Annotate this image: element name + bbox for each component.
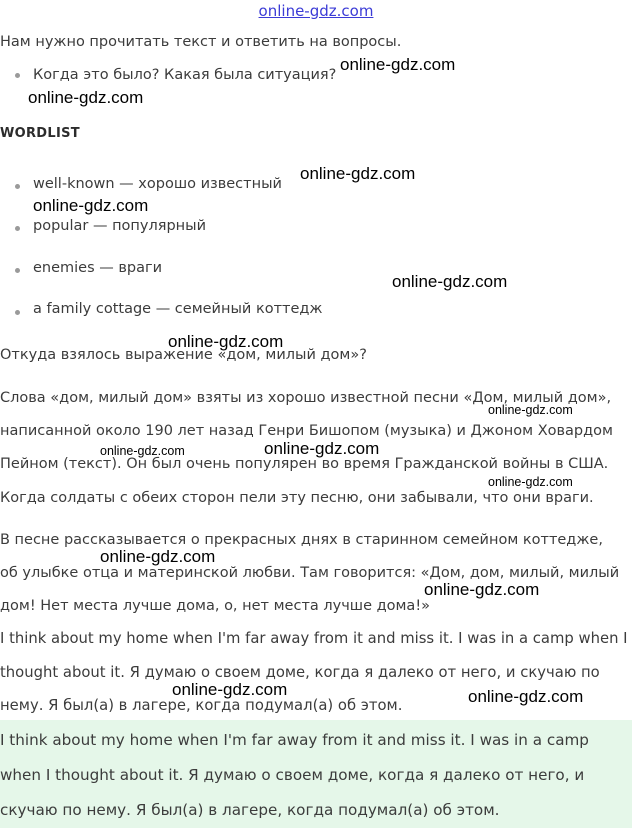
site-url-link[interactable]: online-gdz.com (258, 2, 374, 20)
question-1: Когда это было? Какая была ситуация? (33, 67, 337, 83)
bullet-icon (15, 268, 20, 273)
highlight-line: when I thought about it. Я думаю о своем доме, когда я далеко от него, и (0, 766, 585, 784)
watermark: online-gdz.com (488, 403, 573, 417)
intro-text: Нам нужно прочитать текст и ответить на вопросы. (0, 34, 402, 50)
watermark: online-gdz.com (264, 439, 380, 458)
watermark: online-gdz.com (172, 680, 288, 699)
example-line: нему. Я был(а) в лагере, когда подумал(а) об этом. (0, 697, 403, 714)
watermark: online-gdz.com (468, 687, 584, 706)
watermark: online-gdz.com (340, 55, 456, 74)
watermark: online-gdz.com (488, 475, 573, 489)
bullet-icon (15, 184, 20, 189)
highlight-line: I think about my home when I'm far away from it and miss it. I was in a camp (0, 731, 589, 749)
watermark: online-gdz.com (424, 580, 540, 599)
bullet-icon (15, 226, 20, 231)
bullet-icon (15, 73, 20, 78)
answer-line: написанной около 190 лет назад Генри Бишопом (музыка) и Джоном Ховардом (0, 423, 613, 439)
watermark: online-gdz.com (100, 547, 216, 566)
watermark: online-gdz.com (392, 272, 508, 291)
song-line: В песне рассказывается о прекрасных днях в старинном семейном коттедже, (0, 532, 603, 548)
example-line: thought about it. Я думаю о своем доме, когда я далеко от него, и скучаю по (0, 664, 600, 681)
highlight-line: скучаю по нему. Я был(а) в лагере, когда подумал(а) об этом. (0, 801, 500, 819)
question-2: Откуда взялось выражение «дом, милый дом»? (0, 347, 367, 363)
answer-line: Пейном (текст). Он был очень популярен во время Гражданской войны в США. (0, 456, 609, 472)
wordlist-heading: WORDLIST (0, 126, 80, 141)
watermark: online-gdz.com (33, 196, 149, 215)
answer-line: Когда солдаты с обеих сторон пели эту песню, они забывали, что они враги. (0, 490, 594, 506)
wordlist-item: well-known — хорошо известный (33, 176, 282, 192)
wordlist-item: a family cottage — семейный коттедж (33, 301, 323, 317)
watermark: online-gdz.com (168, 332, 284, 351)
song-line: об улыбке отца и материнской любви. Там говорится: «Дом, дом, милый, милый (0, 565, 620, 581)
watermark: online-gdz.com (100, 444, 185, 458)
example-line: I think about my home when I'm far away from it and miss it. I was in a camp when I (0, 630, 628, 647)
bullet-icon (15, 310, 20, 315)
wordlist-item: popular — популярный (33, 218, 207, 234)
watermark: online-gdz.com (28, 88, 144, 107)
wordlist-item: enemies — враги (33, 260, 163, 276)
watermark: online-gdz.com (300, 164, 416, 183)
answer-line: Слова «дом, милый дом» взяты из хорошо известной песни «Дом, милый дом», (0, 390, 612, 406)
song-line: дом! Нет места лучше дома, о, нет места лучше дома!» (0, 598, 431, 614)
